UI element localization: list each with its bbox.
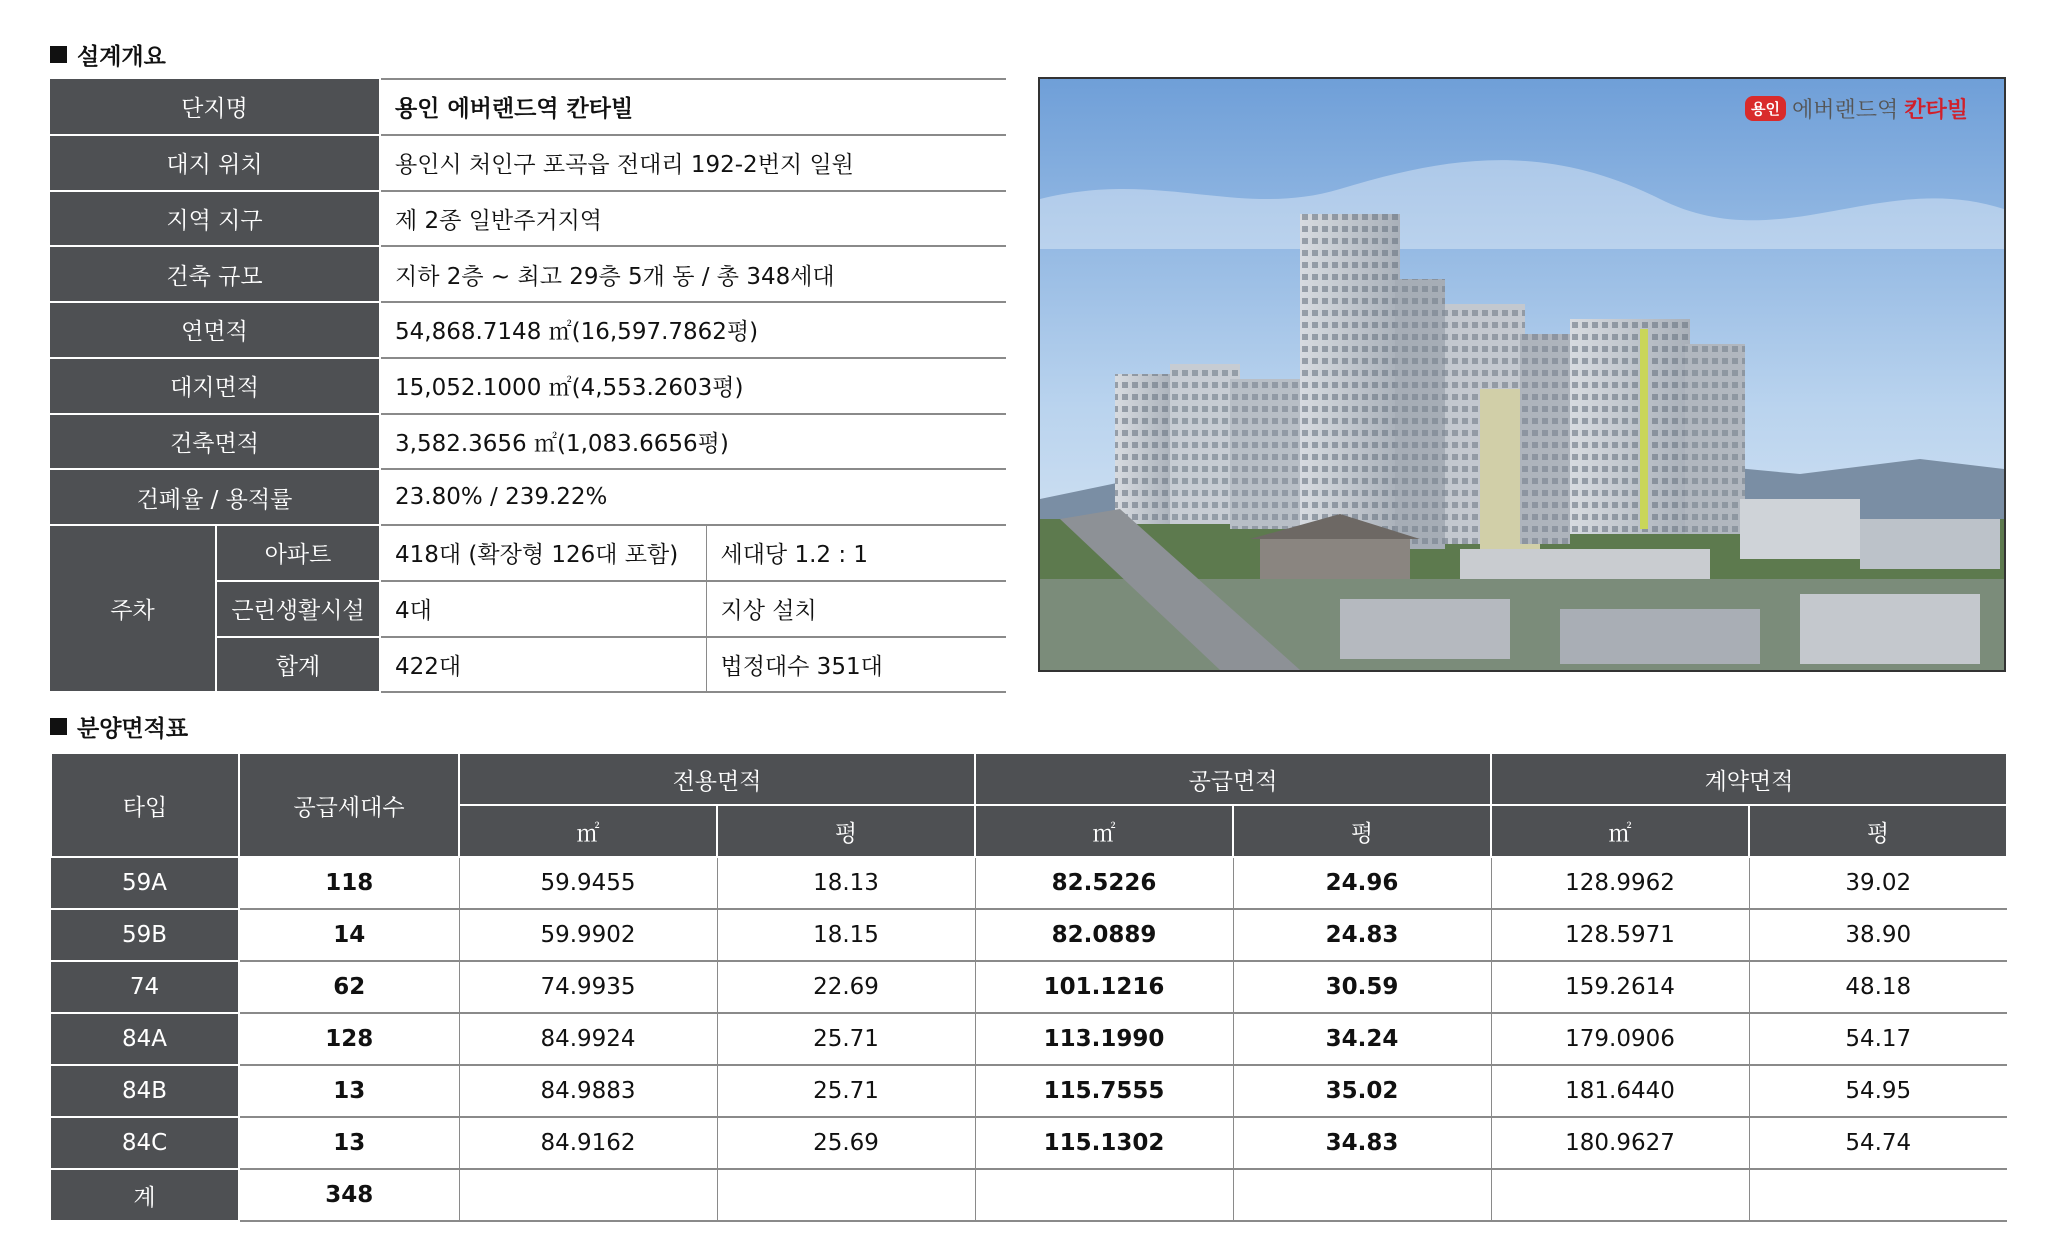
overview-value: 제 2종 일반주거지역	[380, 191, 1006, 247]
overview-label: 연면적	[50, 302, 380, 358]
area-title-text: 분양면적표	[77, 716, 189, 742]
header-sqm: ㎡	[459, 805, 717, 857]
cell-su-py: 24.83	[1233, 909, 1491, 961]
cell-total-label: 계	[51, 1169, 239, 1221]
overview-value: 23.80% / 239.22%	[380, 469, 1006, 525]
cell-type: 84B	[51, 1065, 239, 1117]
overview-row	[50, 302, 1006, 358]
table-total-row	[51, 1169, 2007, 1221]
cell-co-m2: 128.9962	[1491, 857, 1749, 909]
overview-label: 건축면적	[50, 414, 380, 470]
overview-row	[50, 414, 1006, 470]
overview-value: 15,052.1000 ㎡(4,553.2603평)	[380, 358, 1006, 414]
header-sqm: ㎡	[975, 805, 1233, 857]
square-bullet-icon	[50, 718, 67, 735]
overview-label: 지역 지구	[50, 191, 380, 247]
parking-sub-label: 아파트	[216, 525, 380, 581]
cell-units: 118	[239, 857, 459, 909]
cell-ex-py: 25.71	[717, 1013, 975, 1065]
area-section-title	[50, 710, 188, 743]
cell-ex-m2: 84.9924	[459, 1013, 717, 1065]
cell-ex-m2: 84.9162	[459, 1117, 717, 1169]
cell-units: 14	[239, 909, 459, 961]
overview-row	[50, 135, 1006, 191]
overview-row	[50, 191, 1006, 247]
cell-units: 62	[239, 961, 459, 1013]
cell-co-m2: 128.5971	[1491, 909, 1749, 961]
cell-empty	[975, 1169, 1233, 1221]
cell-co-m2: 180.9627	[1491, 1117, 1749, 1169]
overview-label: 건축 규모	[50, 246, 380, 302]
cell-co-m2: 179.0906	[1491, 1013, 1749, 1065]
cell-su-py: 24.96	[1233, 857, 1491, 909]
cell-ex-m2: 84.9883	[459, 1065, 717, 1117]
brand-badge: 용인	[1745, 96, 1786, 121]
area-table	[50, 752, 2008, 1222]
cell-total-units: 348	[239, 1169, 459, 1221]
header-units: 공급세대수	[239, 753, 459, 857]
brand-logo	[1745, 93, 1968, 124]
cell-empty	[1491, 1169, 1749, 1221]
cell-ex-m2: 59.9455	[459, 857, 717, 909]
parking-value: 418대 (확장형 126대 포함)	[380, 525, 706, 581]
cell-empty	[717, 1169, 975, 1221]
cell-su-py: 30.59	[1233, 961, 1491, 1013]
overview-table	[50, 78, 1006, 693]
overview-value: 용인시 처인구 포곡읍 전대리 192-2번지 일원	[380, 135, 1006, 191]
cell-su-m2: 82.0889	[975, 909, 1233, 961]
overview-title-text: 설계개요	[77, 44, 166, 70]
parking-value: 4대	[380, 581, 706, 637]
overview-row	[50, 79, 1006, 135]
brand-name: 에버랜드역	[1791, 98, 1899, 123]
table-row	[51, 857, 2007, 909]
cell-co-py: 54.74	[1749, 1117, 2007, 1169]
cell-empty	[459, 1169, 717, 1221]
header-exclusive: 전용면적	[459, 753, 975, 805]
cell-su-py: 34.24	[1233, 1013, 1491, 1065]
parking-label: 주차	[50, 525, 216, 692]
parking-note: 지상 설치	[706, 581, 1006, 637]
parking-note: 법정대수 351대	[706, 637, 1006, 693]
cell-type: 59B	[51, 909, 239, 961]
cell-co-m2: 181.6440	[1491, 1065, 1749, 1117]
cell-type: 84C	[51, 1117, 239, 1169]
cell-co-py: 54.17	[1749, 1013, 2007, 1065]
header-pyeong: 평	[717, 805, 975, 857]
overview-label: 건폐율 / 용적률	[50, 469, 380, 525]
cell-units: 13	[239, 1065, 459, 1117]
overview-value: 지하 2층 ~ 최고 29층 5개 동 / 총 348세대	[380, 246, 1006, 302]
cell-type: 59A	[51, 857, 239, 909]
cell-ex-py: 25.69	[717, 1117, 975, 1169]
overview-value: 용인 에버랜드역 칸타빌	[380, 79, 1006, 135]
header-pyeong: 평	[1233, 805, 1491, 857]
table-row	[51, 909, 2007, 961]
cell-units: 13	[239, 1117, 459, 1169]
cell-ex-m2: 74.9935	[459, 961, 717, 1013]
cell-units: 128	[239, 1013, 459, 1065]
parking-value: 422대	[380, 637, 706, 693]
cell-ex-py: 18.15	[717, 909, 975, 961]
cell-type: 74	[51, 961, 239, 1013]
table-row	[51, 1013, 2007, 1065]
overview-label: 대지 위치	[50, 135, 380, 191]
cell-empty	[1749, 1169, 2007, 1221]
cell-su-m2: 113.1990	[975, 1013, 1233, 1065]
cell-ex-py: 25.71	[717, 1065, 975, 1117]
cell-ex-py: 18.13	[717, 857, 975, 909]
cell-su-m2: 101.1216	[975, 961, 1233, 1013]
header-sqm: ㎡	[1491, 805, 1749, 857]
overview-value: 3,582.3656 ㎡(1,083.6656평)	[380, 414, 1006, 470]
rendering-illustration	[1040, 79, 2004, 670]
table-row	[51, 961, 2007, 1013]
header-type: 타입	[51, 753, 239, 857]
cell-co-py: 48.18	[1749, 961, 2007, 1013]
cell-empty	[1233, 1169, 1491, 1221]
cell-co-py: 38.90	[1749, 909, 2007, 961]
cell-su-m2: 115.1302	[975, 1117, 1233, 1169]
building-rendering-image	[1038, 77, 2006, 672]
table-row	[51, 1065, 2007, 1117]
cell-type: 84A	[51, 1013, 239, 1065]
square-bullet-icon	[50, 46, 67, 63]
parking-sub-label: 근린생활시설	[216, 581, 380, 637]
header-pyeong: 평	[1749, 805, 2007, 857]
overview-section-title	[50, 38, 166, 71]
overview-label: 단지명	[50, 79, 380, 135]
parking-sub-label: 합계	[216, 637, 380, 693]
cell-co-py: 54.95	[1749, 1065, 2007, 1117]
cell-su-m2: 115.7555	[975, 1065, 1233, 1117]
overview-row	[50, 358, 1006, 414]
cell-co-py: 39.02	[1749, 857, 2007, 909]
cell-ex-py: 22.69	[717, 961, 975, 1013]
table-row	[51, 1117, 2007, 1169]
overview-value: 54,868.7148 ㎡(16,597.7862평)	[380, 302, 1006, 358]
header-supply: 공급면적	[975, 753, 1491, 805]
header-contract: 계약면적	[1491, 753, 2007, 805]
overview-row	[50, 469, 1006, 525]
cell-su-py: 35.02	[1233, 1065, 1491, 1117]
overview-row	[50, 246, 1006, 302]
parking-note: 세대당 1.2 : 1	[706, 525, 1006, 581]
brand-accent: 칸타빌	[1904, 98, 1968, 123]
cell-su-m2: 82.5226	[975, 857, 1233, 909]
cell-su-py: 34.83	[1233, 1117, 1491, 1169]
overview-label: 대지면적	[50, 358, 380, 414]
parking-row	[50, 525, 1006, 581]
area-header-row	[51, 753, 2007, 805]
cell-co-m2: 159.2614	[1491, 961, 1749, 1013]
cell-ex-m2: 59.9902	[459, 909, 717, 961]
